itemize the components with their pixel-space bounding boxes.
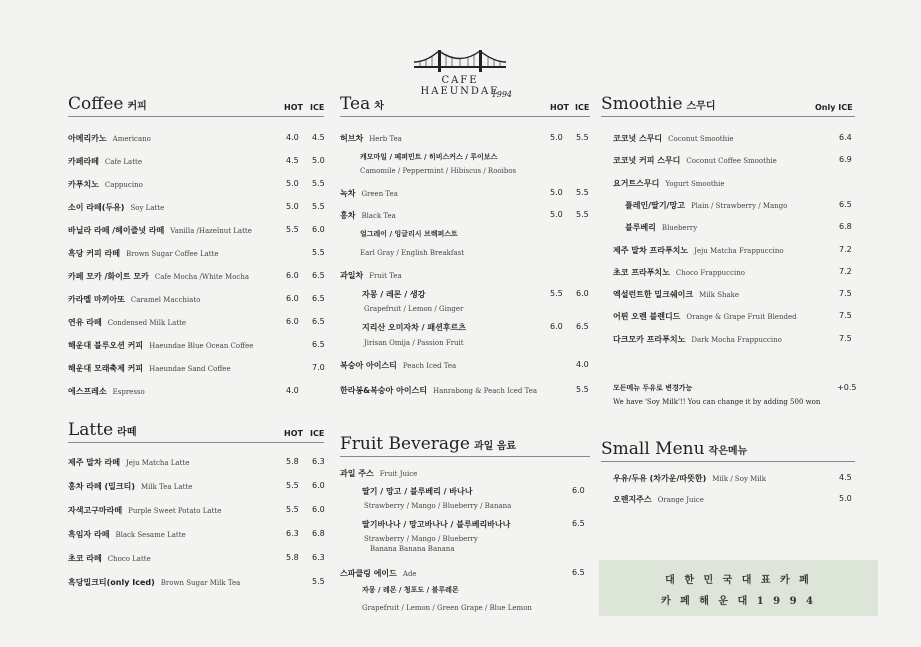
item-name-en: Condensed Milk Latte: [107, 319, 187, 327]
item-price: 7.2: [839, 244, 852, 254]
item-name-en: Cafe Mocha /White Mocha: [154, 273, 250, 281]
ade-kr: 자몽 / 레몬 / 청포도 / 블루레몬: [362, 586, 459, 594]
item-name-en: Blueberry: [661, 224, 698, 233]
item-ice-price: 5.5: [312, 179, 325, 188]
menu-item-row: [613, 334, 855, 348]
item-name-en: Soy Latte: [130, 204, 165, 212]
item-ice-price: 6.5: [312, 340, 325, 349]
item-name-kr: 우유/두유 (차가운/따뜻한): [613, 474, 707, 483]
item-ice-price: 7.0: [312, 363, 325, 372]
item-name-en: Orange Juice: [657, 496, 704, 504]
tea-hanra-row: 한라봉&복숭아 아이스티 Hanrabong & Peach Iced Tea 5.5: [340, 385, 589, 395]
item-ice-price: 5.0: [312, 156, 325, 165]
menu-item-row: [68, 294, 324, 308]
tea-fruit1-row: 자몽 / 레몬 / 생강 5.5 6.0: [362, 289, 589, 299]
tea-herb-row: 허브차 Herb Tea 5.0 5.5: [340, 133, 589, 143]
soy-note-en: We have 'Soy Milk'!! You can change it by adding 500 won: [613, 398, 821, 406]
item-ice-price: 6.5: [312, 294, 325, 303]
item-name-en: Black Sesame Latte: [115, 531, 186, 539]
item-name-kr: 코코넛 스무디: [613, 134, 663, 143]
item-name-kr: 플레인/딸기/망고: [625, 200, 685, 210]
juice1-en: Strawberry / Mango / Blueberry / Banana: [364, 502, 512, 510]
item-name-en: Espresso: [112, 388, 145, 396]
menu-item-row: [68, 340, 324, 354]
menu-item-row: [68, 133, 324, 147]
menu-item-row: [625, 222, 855, 236]
item-ice-price: 6.3: [312, 553, 325, 562]
menu-item-row: [68, 553, 324, 567]
item-name-en: Haeundae Sand Coffee: [149, 365, 231, 373]
menu-item-row: [68, 156, 324, 170]
item-price: 6.5: [839, 199, 852, 209]
item-price: 7.2: [839, 266, 852, 276]
menu-item-row: [68, 386, 324, 400]
coffee-header: [68, 96, 324, 117]
item-name-en: Brown Sugar Coffee Latte: [125, 250, 219, 258]
item-name-en: Choco Latte: [107, 555, 151, 563]
item-ice-price: 6.0: [312, 481, 325, 490]
coffee-section: [68, 96, 324, 406]
item-ice-price: 4.5: [312, 133, 325, 142]
item-name-en: Cappucino: [104, 181, 143, 189]
item-name-kr: 요거트스무디: [613, 178, 660, 188]
menu-item-row: [625, 200, 855, 214]
item-name-kr: 제주 말차 프라푸치노: [613, 245, 689, 255]
item-name-kr: 흑당밀크티(only Iced): [68, 578, 155, 587]
menu-item-row: [613, 494, 855, 508]
menu-item-row: [68, 529, 324, 543]
slogan-line-1: 대 한 민 국 대 표 카 페: [665, 575, 812, 586]
juice1-row: 딸기 / 망고 / 블루베리 / 바나나 6.0: [362, 486, 585, 496]
tea-black-sub-kr: 얼그레이 / 잉글리시 브렉퍼스트: [360, 230, 458, 238]
juice2-en2: Banana Banana Banana: [370, 545, 455, 553]
item-price: 5.0: [839, 494, 852, 503]
small-menu-section: [601, 441, 855, 521]
tea-header: [340, 96, 590, 117]
item-ice-price: 6.0: [312, 505, 325, 514]
item-name-kr: 자색고구마라떼: [68, 506, 123, 515]
menu-item-row: [68, 505, 324, 519]
latte-ice-label: ICE: [310, 429, 325, 438]
item-name-en: Plain / Strawberry / Mango: [690, 201, 788, 210]
item-name-en: Jeju Matcha Latte: [125, 459, 190, 467]
fruit-beverage-section: [340, 436, 590, 616]
juice2-row: 딸기바나나 / 망고바나나 / 블루베리바나나 6.5: [362, 519, 585, 529]
tea-herb-sub-en: Camomile / Peppermint / Hibiscus / Rooibos: [360, 167, 517, 175]
tea-black-row: 홍차 Black Tea 5.0 5.5: [340, 210, 589, 220]
item-name-en: Orange & Grape Fruit Blended: [686, 313, 797, 322]
item-name-kr: 홍차 라떼 (밀크티): [68, 482, 135, 491]
small-menu-header: [601, 441, 855, 462]
item-hot-price: 5.5: [286, 225, 299, 234]
item-name-kr: 해운대 블루오션 커피: [68, 341, 144, 350]
menu-item-row: [613, 245, 855, 259]
item-hot-price: 4.0: [286, 386, 299, 395]
item-name-kr: 흑임자 라떼: [68, 530, 110, 539]
item-name-kr: 소이 라떼(두유): [68, 203, 125, 212]
coffee-hot-label: HOT: [284, 103, 303, 112]
item-price: 7.5: [839, 333, 852, 343]
menu-item-row: [613, 289, 855, 303]
item-hot-price: 4.5: [286, 156, 299, 165]
item-name-kr: 카라멜 마끼아또: [68, 295, 125, 304]
item-ice-price: 6.0: [312, 225, 325, 234]
menu-item-row: [68, 481, 324, 495]
slogan-banner: [599, 560, 878, 616]
latte-hot-label: HOT: [284, 429, 303, 438]
item-hot-price: 6.0: [286, 317, 299, 326]
ade-row: 스파클링 에이드 Ade 6.5: [340, 568, 585, 578]
item-name-kr: 제주 말차 라떼: [68, 458, 120, 467]
item-name-kr: 블루베리: [625, 223, 656, 233]
tea-fruit1-en: Grapefruit / Lemon / Ginger: [364, 305, 464, 313]
item-name-kr: 아메리카노: [68, 134, 107, 143]
tea-hot-label: HOT: [550, 103, 569, 112]
tea-fruit2-en: Jirisan Omija / Passion Fruit: [364, 339, 464, 347]
fruit-beverage-header: [340, 436, 590, 457]
coffee-ice-label: ICE: [310, 103, 325, 112]
item-ice-price: 5.5: [312, 248, 325, 257]
item-hot-price: 5.0: [286, 202, 299, 211]
item-hot-price: 6.0: [286, 294, 299, 303]
menu-item-row: [68, 271, 324, 285]
item-name-en: Coconut Coffee Smoothie: [686, 157, 777, 166]
item-hot-price: 4.0: [286, 133, 299, 142]
menu-item-row: [68, 577, 324, 591]
item-name-kr: 바닐라 라떼 /헤이즐넛 라떼: [68, 226, 165, 235]
item-name-kr: 해운대 모래축제 커피: [68, 364, 144, 373]
item-price: 6.4: [839, 133, 852, 142]
menu-item-row: [613, 178, 855, 192]
menu-item-row: [613, 311, 855, 325]
item-hot-price: 5.5: [286, 505, 299, 514]
cafe-year: 1994: [491, 90, 512, 99]
item-hot-price: 5.8: [286, 553, 299, 562]
latte-header: [68, 422, 324, 443]
coffee-title: Coffee 커피: [68, 94, 147, 114]
item-name-kr: 에스프레소: [68, 387, 107, 396]
tea-section: [340, 96, 590, 406]
menu-item-row: [68, 248, 324, 262]
item-hot-price: 5.5: [286, 481, 299, 490]
item-ice-price: 6.5: [312, 271, 325, 280]
tea-peach-row: 복숭아 아이스티 Peach Iced Tea 4.0: [340, 360, 589, 370]
item-name-en: Haeundae Blue Ocean Coffee: [149, 342, 254, 350]
small-menu-title: Small Menu 작은메뉴: [601, 439, 748, 459]
tea-herb-sub-kr: 캐모마일 / 페퍼민트 / 히비스커스 / 루이보스: [360, 153, 498, 161]
item-name-kr: 연유 라떼: [68, 318, 102, 327]
item-name-en: Coconut Smoothie: [668, 135, 734, 143]
ade-en: Grapefruit / Lemon / Green Grape / Blue Lemon: [362, 604, 532, 612]
item-hot-price: 5.8: [286, 457, 299, 466]
menu-item-row: [68, 317, 324, 331]
item-name-en: Dark Mocha Frappuccino: [691, 335, 782, 344]
tea-black-sub-en: Earl Gray / English Breakfast: [360, 249, 465, 257]
tea-ice-label: ICE: [575, 103, 590, 112]
item-ice-price: 6.8: [312, 529, 325, 538]
item-name-kr: 다크모카 프라푸치노: [613, 334, 686, 344]
menu-item-row: [613, 267, 855, 281]
menu-item-row: [68, 225, 324, 239]
item-name-en: Milk Shake: [699, 291, 740, 300]
cafe-logo: [400, 48, 520, 97]
tea-fruit-row: 과일차 Fruit Tea: [340, 271, 402, 280]
latte-title: Latte 라떼: [68, 420, 137, 440]
item-ice-price: 6.5: [312, 317, 325, 326]
item-name-en: Yogurt Smoothie: [665, 179, 725, 188]
item-name-en: Milk / Soy Milk: [712, 475, 767, 483]
item-name-en: Americano: [112, 135, 151, 143]
item-name-kr: 흑당 커피 라떼: [68, 249, 120, 258]
item-hot-price: 6.3: [286, 529, 299, 538]
item-price: 7.5: [839, 311, 852, 321]
item-name-kr: 코코넛 커피 스무디: [613, 156, 681, 166]
item-price: 6.9: [839, 155, 852, 165]
item-name-en: Choco Frappuccino: [675, 268, 745, 277]
item-name-kr: 오렌지주스: [613, 495, 652, 504]
item-name-en: Caramel Macchiato: [130, 296, 201, 304]
menu-item-row: [68, 202, 324, 216]
item-name-en: Jeju Matcha Frappuccino: [694, 246, 784, 255]
soy-note-price: +0.5: [837, 383, 857, 392]
item-name-kr: 엑설런트한 밀크쉐이크: [613, 290, 694, 300]
menu-item-row: [68, 179, 324, 193]
item-hot-price: 6.0: [286, 271, 299, 280]
smoothie-header: [601, 96, 855, 117]
juice2-en1: Strawberry / Mango / Blueberry: [364, 535, 478, 543]
item-price: 4.5: [839, 473, 852, 482]
juice-row: 과일 주스 Fruit Juice: [340, 469, 418, 478]
item-name-kr: 카페라떼: [68, 157, 99, 166]
smoothie-title: Smoothie 스무디: [601, 94, 716, 114]
item-ice-price: 5.5: [312, 577, 325, 586]
tea-fruit2-row: 지리산 오미자차 / 패션후르츠 6.0 6.5: [362, 322, 589, 332]
latte-section: [68, 422, 324, 602]
item-ice-price: 5.5: [312, 202, 325, 211]
item-name-kr: 초코 프라푸치노: [613, 267, 670, 277]
item-name-en: Purple Sweet Potato Latte: [128, 507, 222, 515]
tea-title: Tea 차: [340, 94, 384, 114]
item-name-kr: 카푸치노: [68, 180, 99, 189]
slogan-line-2: 카 페 해 운 대 1 9 9 4: [661, 596, 816, 607]
menu-item-row: [68, 363, 324, 377]
item-price: 6.8: [839, 222, 852, 232]
tea-green-row: 녹차 Green Tea 5.0 5.5: [340, 188, 589, 198]
cafe-name: CAFE HAEUNDAE: [420, 75, 500, 97]
item-name-en: Vanilla /Hazelnut Latte: [170, 227, 252, 235]
soy-note-kr: 모든메뉴 두유로 변경가능: [613, 384, 693, 392]
menu-item-row: [68, 457, 324, 471]
smoothie-only-ice-label: Only ICE: [815, 103, 853, 112]
bridge-icon: [410, 48, 510, 74]
item-hot-price: 5.0: [286, 179, 299, 188]
fruit-beverage-title: Fruit Beverage 과일 음료: [340, 434, 517, 454]
item-name-kr: 어륀 오렌 블렌디드: [613, 312, 681, 322]
item-name-en: Cafe Latte: [104, 158, 142, 166]
menu-item-row: [613, 133, 855, 147]
menu-item-row: [613, 473, 855, 487]
item-ice-price: 6.3: [312, 457, 325, 466]
menu-item-row: [613, 155, 855, 169]
item-name-kr: 카페 모카 /화이트 모카: [68, 272, 149, 281]
item-name-kr: 초코 라떼: [68, 554, 102, 563]
item-name-en: Brown Sugar Milk Tea: [160, 579, 241, 587]
item-price: 7.5: [839, 289, 852, 299]
smoothie-section: [601, 96, 855, 416]
item-name-en: Milk Tea Latte: [140, 483, 193, 491]
